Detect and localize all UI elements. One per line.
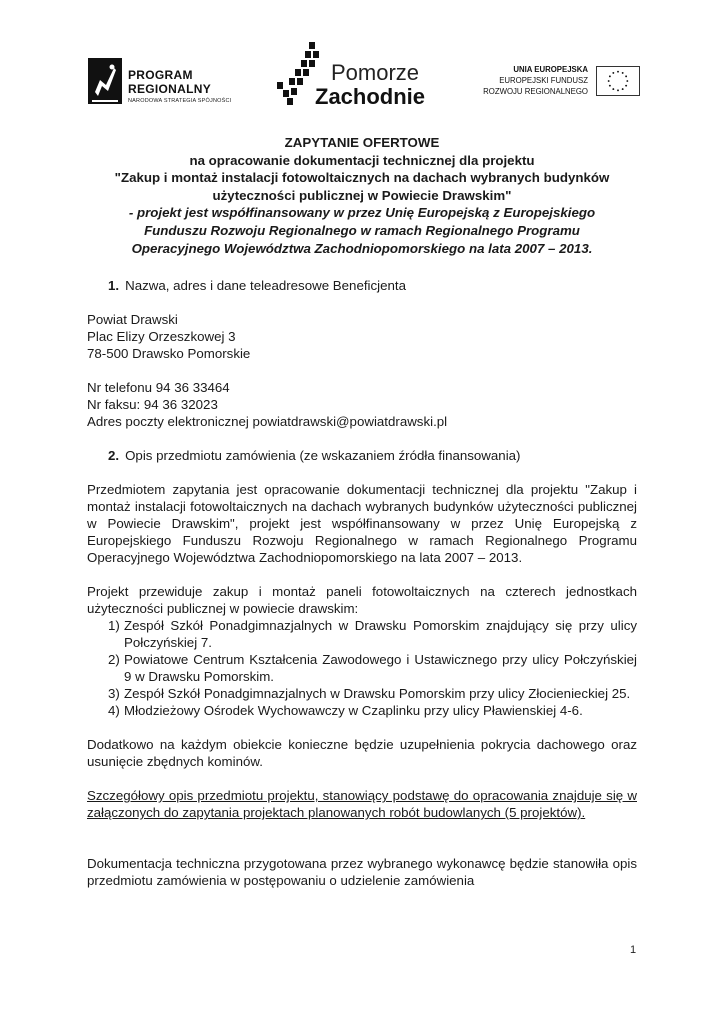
section2-paragraph2: Projekt przewiduje zakup i montaż paneli fotowoltaicznych na czterech jednostkach użyteczności publicznej w powiecie drawskim: bbox=[87, 584, 637, 617]
title-line7: Operacyjnego Województwa Zachodniopomorskiego na lata 2007 – 2013. bbox=[131, 240, 593, 256]
program-logo-line1: PROGRAM bbox=[128, 68, 193, 82]
pomorze-logo-line1: Pomorze bbox=[331, 60, 420, 85]
title-line1: ZAPYTANIE OFERTOWE bbox=[284, 135, 440, 150]
address-line3: 78-500 Drawsko Pomorskie bbox=[87, 346, 251, 362]
section2-paragraph3: Dodatkowo na każdym obiekcie konieczne będzie uzupełnienia pokrycia dachowego oraz usunięcie zbędnych kominów. bbox=[87, 737, 637, 770]
eu-flag-icon bbox=[596, 66, 640, 96]
pomorze-logo-line2: Zachodnie bbox=[315, 84, 426, 109]
section2-paragraph5: Dokumentacja techniczna przygotowana przez wybranego wykonawcę będzie stanowiła opis przedmiotu zamówienia w postępowaniu o udzielenie zamówienia bbox=[87, 856, 637, 889]
address-line2: Plac Elizy Orzeszkowej 3 bbox=[87, 329, 236, 345]
list-item: 1) Zespół Szkół Ponadgimnazjalnych w Drawsku Pomorskim znajdujący się przy ulicy Połczyńskiej 7. bbox=[108, 618, 637, 651]
list-item: 4) Młodzieżowy Ośrodek Wychowawczy w Czaplinku przy ulicy Pławienskiej 4-6. bbox=[108, 703, 583, 719]
pomorze-zachodnie-logo bbox=[275, 42, 435, 108]
eu-logo-line2: EUROPEJSKI FUNDUSZ bbox=[499, 76, 588, 85]
phone-number: Nr telefonu 94 36 33464 bbox=[87, 380, 230, 396]
title-line5: - projekt jest współfinansowany w przez Unię Europejską z Europejskiego bbox=[128, 205, 596, 221]
page-header bbox=[0, 0, 724, 120]
location-list bbox=[87, 617, 637, 719]
eu-logo bbox=[460, 64, 640, 104]
title-line2: na opracowanie dokumentacji technicznej dla projektu bbox=[189, 152, 535, 168]
title-line3: "Zakup i montaż instalacji fotowoltaicznych na dachach wybranych budynków bbox=[114, 170, 610, 186]
title-line6: Funduszu Rozwoju Regionalnego w ramach Regionalnego Programu bbox=[144, 222, 580, 238]
eu-logo-line3: ROZWOJU REGIONALNEGO bbox=[483, 87, 588, 96]
section2-paragraph4: Szczegółowy opis przedmiotu projektu, stanowiący podstawę do opracowania znajduje się w załączonych do zapytania projektach planowanych robót budowlanych (5 projektów). bbox=[87, 788, 637, 821]
section2-heading-text: Opis przedmiotu zamówienia (ze wskazaniem źródła finansowania) bbox=[125, 448, 521, 464]
section2-number: 2. bbox=[108, 448, 120, 464]
title-line4: użyteczności publicznej w Powiecie Drawskim" bbox=[212, 187, 512, 203]
program-regionalny-logo bbox=[88, 58, 248, 108]
document-body bbox=[87, 134, 637, 889]
program-logo-line2: REGIONALNY bbox=[128, 82, 212, 96]
email-address: Adres poczty elektronicznej powiatdrawski@powiatdrawski.pl bbox=[87, 414, 448, 430]
fax-number: Nr faksu: 94 36 32023 bbox=[87, 397, 218, 413]
eu-logo-line1: UNIA EUROPEJSKA bbox=[513, 65, 588, 74]
program-regionalny-emblem-icon bbox=[88, 58, 122, 104]
section1-heading bbox=[87, 277, 637, 294]
address-line1: Powiat Drawski bbox=[87, 312, 178, 328]
page-number: 1 bbox=[630, 944, 637, 956]
eu-logo-text bbox=[483, 64, 588, 97]
program-logo-line3: NARODOWA STRATEGIA SPÓJNOŚCI bbox=[128, 98, 232, 104]
list-item: 3) Zespół Szkół Ponadgimnazjalnych w Drawsku Pomorskim przy ulicy Złocienieckiej 25. bbox=[108, 686, 631, 702]
document-title bbox=[87, 134, 637, 257]
section1-heading-text: Nazwa, adres i dane teleadresowe Beneficjenta bbox=[125, 278, 406, 294]
section2-paragraph1: Przedmiotem zapytania jest opracowanie dokumentacji technicznej dla projektu "Zakup i montaż instalacji fotowoltaicznych na dachach wybranych budynków użyteczności publicznej w Powiecie Drawskim", projekt jest współfinansowany w przez Unię Europejską z Europejskiego Funduszu Rozwoju Regionalnego w ramach Regionalnego Programu Operacyjnego Województwa Zachodniopomorskiego na lata 2007 – 2013. bbox=[87, 482, 637, 566]
section1-number: 1. bbox=[108, 278, 120, 294]
list-item: 2) Powiatowe Centrum Kształcenia Zawodowego i Ustawicznego przy ulicy Połczyńskiej 9 w Drawsku Pomorskim. bbox=[108, 652, 637, 685]
section2-heading bbox=[87, 447, 637, 464]
